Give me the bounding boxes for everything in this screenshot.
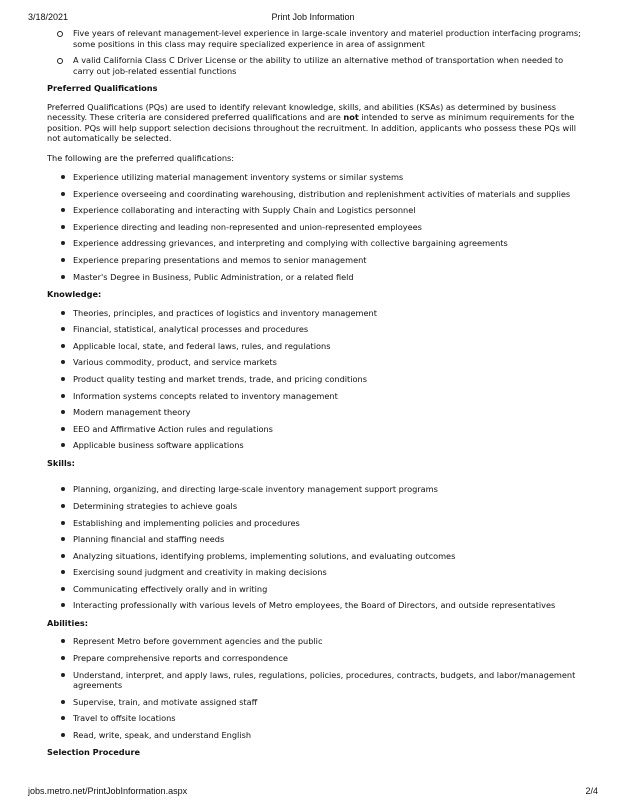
list-item: Prepare comprehensive reports and correspondence: [47, 653, 582, 664]
list-item: Information systems concepts related to inventory management: [47, 391, 582, 402]
list-item: Experience addressing grievances, and interpreting and complying with collective bargaining agreements: [47, 238, 582, 249]
list-item: Interacting professionally with various levels of Metro employees, the Board of Directors, and outside representatives: [47, 600, 582, 611]
knowledge-heading: Knowledge:: [47, 289, 102, 300]
list-item: Planning financial and staffing needs: [47, 534, 582, 545]
list-item: Experience collaborating and interacting with Supply Chain and Logistics personnel: [47, 205, 582, 216]
list-item: Experience overseeing and coordinating warehousing, distribution and replenishment activities of materials and supplies: [47, 189, 582, 200]
preferred-intro: Preferred Qualifications (PQs) are used to identify relevant knowledge, skills, and abilities (KSAs) as determined by business necessity. These criteria are considered preferred qualifications and are not intended to serve as minimum requirements for the position. PQs will help support selection decisions throughout the recruitment. In addition, applicants who possess these PQs will not automatically be selected.: [47, 101, 577, 143]
list-item: Modern management theory: [47, 407, 582, 418]
list-item: Communicating effectively orally and in writing: [47, 584, 582, 595]
print-header: [28, 12, 598, 26]
list-item: EEO and Affirmative Action rules and regulations: [47, 424, 582, 435]
skills-list: [47, 484, 582, 611]
list-item: Master's Degree in Business, Public Administration, or a related field: [47, 272, 582, 283]
list-item: Travel to offsite locations: [47, 713, 582, 724]
list-item: Experience directing and leading non-represented and union-represented employees: [47, 222, 582, 233]
list-item: Experience preparing presentations and memos to senior management: [47, 255, 582, 266]
list-item: Theories, principles, and practices of logistics and inventory management: [47, 308, 582, 319]
list-item: Product quality testing and market trends, trade, and pricing conditions: [47, 374, 582, 385]
print-title: Print Job Information: [271, 12, 355, 22]
list-item: Applicable local, state, and federal laws, rules, and regulations: [47, 341, 582, 352]
list-item: Analyzing situations, identifying problems, implementing solutions, and evaluating outcomes: [47, 551, 582, 562]
preferred-lead: The following are the preferred qualifications:: [47, 152, 235, 163]
selection-heading: Selection Procedure: [47, 747, 141, 758]
abilities-list: [47, 636, 582, 740]
emphasis-not: not: [343, 112, 359, 122]
list-item: Represent Metro before government agencies and the public: [47, 636, 582, 647]
footer-url: jobs.metro.net/PrintJobInformation.aspx: [28, 786, 188, 796]
preferred-list: [47, 172, 582, 282]
list-item: A valid California Class C Driver License or the ability to utilize an alternative method of transportation when needed to carry out job-related essential functions: [47, 55, 582, 76]
abilities-heading: Abilities:: [47, 617, 89, 628]
list-item: Determining strategies to achieve goals: [47, 501, 582, 512]
list-item: Planning, organizing, and directing large-scale inventory management support programs: [47, 484, 582, 495]
list-item: Applicable business software applications: [47, 440, 582, 451]
requirements-list: [47, 28, 582, 76]
page-number: 2/4: [585, 786, 598, 796]
list-item: Various commodity, product, and service markets: [47, 357, 582, 368]
knowledge-list: [47, 308, 582, 451]
print-date: 3/18/2021: [28, 12, 69, 22]
list-item: Financial, statistical, analytical processes and procedures: [47, 324, 582, 335]
skills-heading: Skills:: [47, 457, 75, 468]
list-item: Exercising sound judgment and creativity in making decisions: [47, 567, 582, 578]
list-item: Understand, interpret, and apply laws, rules, regulations, policies, procedures, contracts, budgets, and labor/management agreements: [47, 670, 582, 691]
document-body: [47, 28, 582, 766]
list-item: Read, write, speak, and understand English: [47, 730, 582, 741]
list-item: Establishing and implementing policies and procedures: [47, 518, 582, 529]
list-item: Supervise, train, and motivate assigned staff: [47, 697, 582, 708]
preferred-heading: Preferred Qualifications: [47, 83, 158, 93]
list-item: Five years of relevant management-level experience in large-scale inventory and materiel production interfacing programs; some positions in this class may require specialized experience in area of assignment: [47, 28, 582, 49]
list-item: Experience utilizing material management inventory systems or similar systems: [47, 172, 582, 183]
